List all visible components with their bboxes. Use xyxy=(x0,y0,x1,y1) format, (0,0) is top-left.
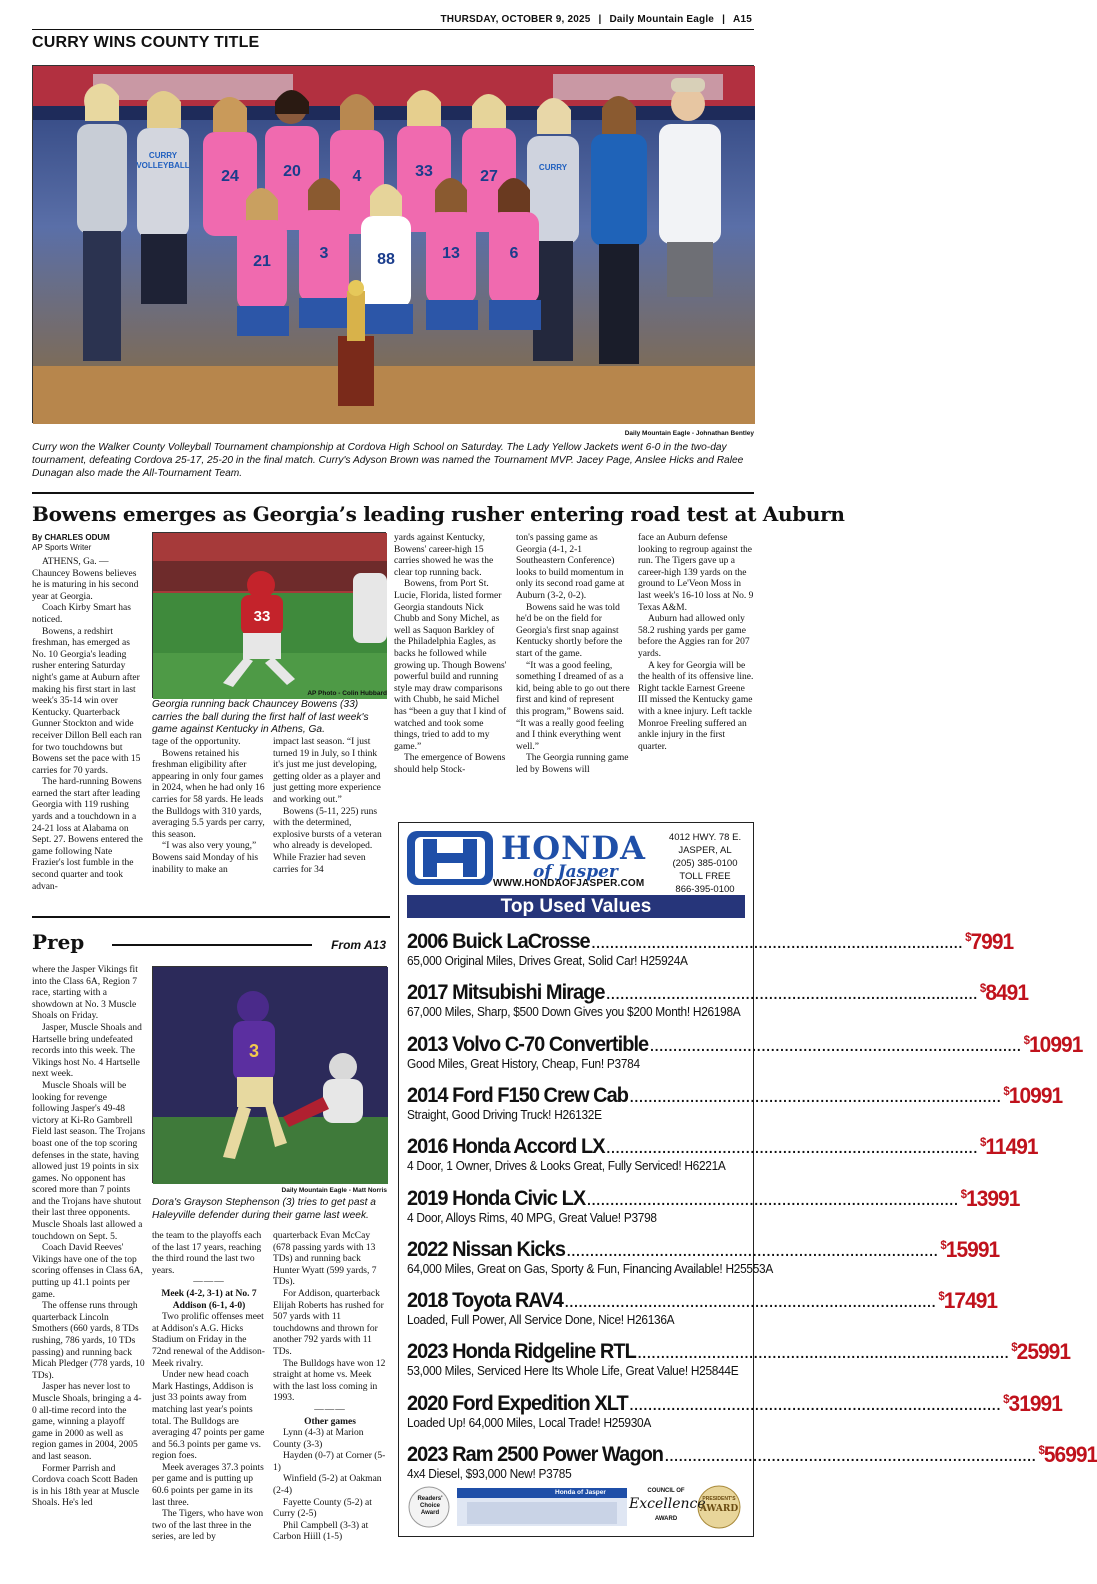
leader-dots: ................................................................................ xyxy=(664,1448,1037,1464)
paragraph: Under new head coach Mark Hastings, Addison is just 33 points away from matching last year's points total. The Bulldogs are averaging 47 points per game and 56.3 points per game vs. region foes. xyxy=(152,1370,265,1462)
car-description: 65,000 Original Miles, Drives Great, Solid Car! H25924A xyxy=(407,954,688,968)
game-listing: Lynn (4-3) at Marion County (3-3) xyxy=(273,1428,364,1450)
prep-title-rule xyxy=(112,944,312,946)
car-description: Straight, Good Driving Truck! H26132E xyxy=(407,1107,602,1122)
honda-advertisement xyxy=(398,822,1097,1537)
phone-number: (205) 385-0100 xyxy=(672,858,738,869)
honda-h-icon xyxy=(405,829,495,887)
prep-photo-credit: Daily Mountain Eagle - Matt Norris xyxy=(281,1187,387,1194)
dealer-contact xyxy=(663,831,747,896)
currency-symbol: $ xyxy=(1011,1340,1017,1355)
shirt-text: CURRY xyxy=(148,151,178,160)
car-description: 4x4 Diesel, $93,000 New! P3785 xyxy=(407,1467,572,1481)
prep-photo-caption: Dora's Grayson Stephenson (3) tries to get past a Haleyville defender during their game last week. xyxy=(152,1197,376,1221)
car-name: 2023 Ram 2500 Power Wagon xyxy=(407,1443,664,1466)
paragraph: The Tigers, who have won two of the last three in the series, are led by xyxy=(152,1509,264,1543)
leader-dots: ................................................................................ xyxy=(591,935,964,951)
car-name: 2013 Volvo C-70 Convertible xyxy=(407,1032,649,1056)
car-description: 4 Door, 1 Owner, Drives & Looks Great, Fully Serviced! H6221A xyxy=(407,1159,726,1174)
bowens-jersey-number: 33 xyxy=(253,608,271,625)
car-name: 2023 Honda Ridgeline RTL xyxy=(407,1340,636,1364)
excellence-label: Excellence xyxy=(629,1496,706,1512)
bowens-column-5 xyxy=(516,533,630,821)
leader-dots: ................................................................................ xyxy=(564,1294,937,1311)
prep-photo xyxy=(152,966,387,1183)
price-amount: 15991 xyxy=(945,1236,1000,1262)
car-title-line xyxy=(407,925,1014,954)
honda-dealer-name: of Jasper xyxy=(533,862,618,882)
storefront-sign: Honda of Jasper xyxy=(555,1489,606,1496)
jersey-number: 33 xyxy=(415,163,433,180)
jersey-number: 6 xyxy=(509,245,519,262)
paragraph: Bowens (5-11, 225) runs with the determined, explosive bursts of a veteran who already is developed. While Frazier had seven carries for 34 xyxy=(273,806,382,875)
issue-date: THURSDAY, OCTOBER 9, 2025 xyxy=(440,14,591,25)
car-title-line xyxy=(407,1130,1038,1160)
prep-photo-illustration xyxy=(153,967,388,1184)
currency-symbol: $ xyxy=(1023,1032,1029,1047)
car-name: 2019 Honda Civic LX xyxy=(407,1186,586,1210)
header-rule xyxy=(32,29,754,30)
currency-symbol: $ xyxy=(960,1186,967,1201)
shirt-text: CURRY xyxy=(538,163,568,172)
leader-dots: ................................................................................ xyxy=(637,1345,1010,1362)
jersey-number: 21 xyxy=(253,253,271,270)
paragraph: Muscle Shoals will be looking for revenge following Jasper's 49-48 victory at Ki-Ro Gambrell Field last season. The Trojans boast one of the top scoring defenses in the state, having allowed just 19 points in six games. No opponent has scored more than 7 points and the Trojans have shutout their last three opponents. Muscle Shoals last allowed a touchdown on Sept. 5. xyxy=(32,1080,146,1242)
paragraph: ATHENS, Ga. — Chauncey Bowens believes he is maturing in his second year at Georgia. xyxy=(32,557,139,602)
car-listing[interactable] xyxy=(407,1438,1097,1482)
excellence-award-label: AWARD xyxy=(654,1516,678,1522)
paragraph: The hard-running Bowens earned the start after leading Georgia with 119 rushing yards and a touchdown in a 24-21 loss at Alabama on Sept. 27. Bowens entered the game following Nate Frazier's lost fumble in the second quarter and took advan- xyxy=(32,777,143,892)
readers-choice-label: Readers' Choice Award xyxy=(417,1496,443,1516)
currency-symbol: $ xyxy=(938,1289,944,1304)
bowens-column-4 xyxy=(394,533,508,821)
paragraph: the team to the playoffs each of the last 17 years, reaching the third round the last two years. xyxy=(152,1231,262,1276)
car-title-line xyxy=(407,1438,1097,1467)
page-header: THURSDAY, OCTOBER 9, 2025 | Daily Mountain Eagle | A15 xyxy=(440,14,752,25)
leader-dots: ................................................................................ xyxy=(650,1037,1022,1054)
prep-column-2 xyxy=(152,1231,266,1541)
paragraph: Bowens said he was told he'd be on the field for Georgia's first snap against Kentucky shortly before the start of the game. xyxy=(516,602,623,659)
currency-symbol: $ xyxy=(940,1237,946,1252)
volleyball-team-photo xyxy=(32,65,754,423)
subhead: Meek (4-2, 3-1) at No. 7 Addison (6-1, 4-0) xyxy=(161,1288,257,1311)
top-used-values-banner: Top Used Values xyxy=(407,895,745,918)
shirt-text: VOLLEYBALL xyxy=(136,161,190,170)
car-price xyxy=(1024,1028,1083,1057)
team-photo-illustration xyxy=(33,66,755,424)
paragraph: Meek averages 37.3 points per game and is putting up 60.6 points per game in its last three. xyxy=(152,1462,264,1508)
toll-free-label: TOLL FREE xyxy=(679,871,731,882)
car-price xyxy=(1003,1079,1062,1108)
game-listing: Fayette County (5-2) at Curry (2-5) xyxy=(273,1497,372,1520)
paragraph: The offense runs through quarterback Lincoln Smothers (660 yards, 8 TDs rushing, 786 yards, 10 TDs passing) and running back Micah Pledger (778 yards, 10 TDs). xyxy=(32,1301,145,1381)
paragraph: Auburn had allowed only 58.2 rushing yards per game before the Aggies ran for 207 yards. xyxy=(638,614,750,659)
leader-dots: ................................................................................ xyxy=(629,1088,1002,1105)
presidents-label: PRESIDENT'S xyxy=(702,1496,736,1502)
car-listing[interactable] xyxy=(407,976,1029,1020)
leader-dots: ................................................................................ xyxy=(566,1242,939,1259)
car-name: 2022 Nissan Kicks xyxy=(407,1237,565,1261)
car-description: 53,000 Miles, Serviced Here Its Whole Life, Great Value! H25844E xyxy=(407,1364,739,1379)
price-amount: 31991 xyxy=(1008,1390,1062,1416)
leader-dots: ................................................................................ xyxy=(587,1191,959,1208)
bowens-column-6 xyxy=(638,533,754,821)
bowens-photo xyxy=(152,532,386,698)
paragraph: The Bulldogs have won 12 straight at home vs. Meek with the last loss coming in 1993. xyxy=(273,1358,386,1404)
paragraph: Former Parrish and Cordova coach Scott Baden is in his 18th year at Muscle Shoals. He's led xyxy=(32,1463,140,1509)
jersey-number: 20 xyxy=(283,163,301,180)
car-description: Good Miles, Great History, Cheap, Fun! P3784 xyxy=(407,1056,640,1071)
jersey-number: 13 xyxy=(442,245,460,262)
paragraph: Two prolific offenses meet at Addison's A.G. Hicks Stadium on Friday in the 72nd renewal of the Addison-Meek rivalry. xyxy=(152,1312,265,1369)
paragraph: yards against Kentucky, Bowens' career-high 15 carries showed he was the clear top running back. xyxy=(394,533,494,578)
bowens-photo-caption: Georgia running back Chauncey Bowens (33) carries the ball during the first half of last week's game against Kentucky in Athens, Ga. xyxy=(152,699,369,736)
paragraph: where the Jasper Vikings fit into the Class 6A, Region 7 race, starting with a showdown at No. 3 Muscle Shoals on Friday. xyxy=(32,965,138,1022)
car-price xyxy=(940,1233,999,1262)
leader-dots: ................................................................................ xyxy=(606,1140,979,1157)
car-listing[interactable] xyxy=(407,1028,1083,1072)
awards-strip xyxy=(407,1484,745,1530)
car-price xyxy=(961,1182,1020,1211)
price-amount: 8491 xyxy=(985,980,1029,1006)
byline: By CHARLES ODUM xyxy=(32,533,110,542)
game-listing: Hayden (0-7) at Corner (5-1) xyxy=(273,1451,386,1473)
car-name: 2017 Mitsubishi Mirage xyxy=(407,981,605,1005)
car-price xyxy=(965,925,1013,954)
car-title-line xyxy=(407,1079,1063,1108)
car-listing[interactable] xyxy=(407,1182,1020,1226)
car-description: 64,000 Miles, Great on Gas, Sporty & Fun, Financing Available! H25553A xyxy=(407,1261,774,1276)
price-amount: 11491 xyxy=(985,1134,1038,1160)
paper-name: Daily Mountain Eagle xyxy=(609,14,715,25)
paragraph: ton's passing game as Georgia (4-1, 2-1 Southeastern Conference) looks to build momentum in only its second road game at Auburn (3-2, 0-2). xyxy=(516,533,625,601)
car-name: 2014 Ford F150 Crew Cab xyxy=(407,1083,628,1107)
car-listing[interactable] xyxy=(407,1079,1063,1123)
paragraph: The Georgia running game led by Bowens will xyxy=(516,753,629,775)
paragraph: Bowens, from Port St. Lucie, Florida, listed former Georgia standouts Nick Chubb and Sony Michel, as well as Saquon Barkley of the Philadelphia Eagles, as backs he followed while growing up. Though Bowens' powerful build and running style may draw comparisons with Chubb, he said Michel has “been a guy that I kind of watched and took some things, tried to add to my game.” xyxy=(394,579,507,752)
dealer-url[interactable]: WWW.HONDAOFJASPER.COM xyxy=(493,878,645,889)
price-amount: 10991 xyxy=(1028,1031,1083,1057)
prep-jump-from: From A13 xyxy=(331,938,386,952)
divider: ——— xyxy=(193,1277,225,1288)
car-name: 2018 Toyota RAV4 xyxy=(407,1289,563,1313)
toll-free-number: 866-395-0100 xyxy=(675,884,735,895)
game-listing: Winfield (5-2) at Oakman (2-4) xyxy=(273,1474,382,1497)
car-listing[interactable] xyxy=(407,1335,1071,1379)
paragraph: quarterback Evan McCay (678 passing yards with 13 TDs) and running back Hunter Wyatt (599 yards, 7 TDs). xyxy=(273,1231,377,1288)
car-title-line xyxy=(407,976,1029,1006)
council-label: COUNCIL OF xyxy=(647,1488,685,1494)
car-price xyxy=(980,1130,1038,1159)
price-amount: 7991 xyxy=(970,929,1014,954)
bowens-column-2 xyxy=(152,737,266,907)
jersey-number: 4 xyxy=(352,168,362,185)
prep-jersey-number: 3 xyxy=(248,1041,260,1061)
leader-dots: ................................................................................ xyxy=(606,986,979,1003)
car-listing[interactable] xyxy=(407,1284,998,1328)
car-title-line xyxy=(407,1233,1000,1262)
car-description: 4 Door, Alloys Rims, 40 MPG, Great Value! P3798 xyxy=(407,1210,657,1225)
car-name: 2020 Ford Expedition XLT xyxy=(407,1391,628,1415)
paragraph: Coach Kirby Smart has noticed. xyxy=(32,603,131,625)
car-name: 2006 Buick LaCrosse xyxy=(407,930,590,953)
team-photo-caption: Curry won the Walker County Volleyball Tournament championship at Cordova High School on Saturday. The Lady Yellow Jackets went 6-0 in the two-day tournament, defeating Cordova 25-17, 25-20 in the final match. Curry's Adyson Brown was named the Tournament MVP. Jacey Page, Anslee Hicks and Ralee Dunagan also made the All-Tournament Team. xyxy=(32,442,744,479)
car-name: 2016 Honda Accord LX xyxy=(407,1135,605,1159)
byline-role: AP Sports Writer xyxy=(32,543,92,552)
currency-symbol: $ xyxy=(1038,1443,1044,1457)
bowens-headline: Bowens emerges as Georgia’s leading rusher entering road test at Auburn xyxy=(32,502,845,526)
price-amount: 10991 xyxy=(1008,1082,1063,1108)
bowens-photo-credit: AP Photo - Colin Hubbard xyxy=(307,690,387,697)
jersey-number: 27 xyxy=(480,168,498,185)
currency-symbol: $ xyxy=(979,1135,986,1150)
car-listing[interactable] xyxy=(407,1233,1000,1277)
currency-symbol: $ xyxy=(979,981,986,996)
car-listing[interactable] xyxy=(407,1130,1038,1174)
paragraph: “I was also very young,” Bowens said Monday of his inability to make an xyxy=(152,841,259,875)
bowens-column-3 xyxy=(273,737,387,907)
car-price xyxy=(1003,1387,1062,1416)
car-description: Loaded, Full Power, All Service Done, Nice! H26136A xyxy=(407,1313,675,1328)
paragraph: The emergence of Bowens should help Stock- xyxy=(394,753,506,775)
leader-dots: ................................................................................ xyxy=(629,1396,1002,1413)
team-photo-credit: Daily Mountain Eagle - Johnathan Bentley xyxy=(624,430,754,437)
divider: ——— xyxy=(314,1404,346,1415)
paragraph: impact last season. “I just turned 19 in July, so I think it's just me just developing, getting older as a player and just getting more experience and working out.” xyxy=(273,737,381,805)
car-description: 67,000 Miles, Sharp, $500 Down Gives you $200 Month! H26198A xyxy=(407,1005,741,1020)
car-description: Loaded Up! 64,000 Miles, Local Trade! H25930A xyxy=(407,1415,651,1430)
car-listing[interactable] xyxy=(407,925,1014,969)
prep-top-rule xyxy=(32,916,390,918)
car-price xyxy=(938,1284,997,1313)
jersey-number: 24 xyxy=(221,168,239,185)
paragraph: A key for Georgia will be the health of its offensive line. Right tackle Earnest Greene III missed the Kentucky game with a knee injury. Left tackle Monroe Freeling suffered an ankle injury in the first quarter. xyxy=(638,660,754,752)
paragraph: Bowens, a redshirt freshman, has emerged as No. 10 Georgia's leading rusher entering Saturday night's game at Auburn after making his first start in last week's 35-14 win over Kentucky. Quarterback Gunner Stockton and wide receiver Dillon Bell each ran for two touchdowns but Bowens set the pace with 15 carries for 70 yards. xyxy=(32,626,142,776)
price-amount: 56991 xyxy=(1043,1442,1097,1467)
presidents-award-label: AWARD xyxy=(699,1504,739,1514)
paragraph: Jasper has never lost to Muscle Shoals, bringing a 4-0 all-time record into the game, winning a playoff game in 2000 as well as region games in 2004, 2005 and last season. xyxy=(32,1382,142,1462)
section-rule xyxy=(32,492,754,494)
bowens-photo-illustration xyxy=(153,533,387,699)
paragraph: Coach David Reeves' Vikings have one of the top scoring offenses in Class 6A, putting up 41.1 points per game. xyxy=(32,1243,143,1300)
jersey-number: 88 xyxy=(377,251,395,268)
car-title-line xyxy=(407,1182,1020,1211)
car-price xyxy=(980,976,1028,1005)
address-line: JASPER, AL xyxy=(678,845,732,856)
car-title-line xyxy=(407,1284,998,1314)
jersey-number: 3 xyxy=(319,245,329,262)
car-price xyxy=(1011,1335,1070,1364)
paragraph: tage of the opportunity. xyxy=(152,737,241,747)
car-listing[interactable] xyxy=(407,1387,1062,1431)
top-story-kicker: CURRY WINS COUNTY TITLE xyxy=(32,34,260,51)
paragraph: “It was a good feeling, something I dreamed of as a kid, being able to go out there first and kind of represent this program,” Bowens said. “It was a really good feeling and I think everything went well.” xyxy=(516,660,630,752)
prep-column-3 xyxy=(273,1231,387,1541)
currency-symbol: $ xyxy=(1003,1391,1009,1406)
paragraph: Bowens retained his freshman eligibility after appearing in only four games in 2024, when he had only 16 carries for 58 yards. He leads the Bulldogs with 310 yards, averaging 5.5 yards per carry, this season. xyxy=(152,748,265,840)
address-line: 4012 HWY. 78 E. xyxy=(668,832,742,843)
page-number: A15 xyxy=(733,14,752,25)
bowens-column-1 xyxy=(32,557,144,907)
price-amount: 25991 xyxy=(1016,1339,1071,1365)
paragraph: face an Auburn defense looking to regroup against the run. The Tigers gave up a career-high 139 yards on the ground to Le'Veon Moss in last week's 16-10 loss at No. 9 Texas A&M. xyxy=(638,533,754,613)
subhead: Other games xyxy=(304,1416,356,1427)
paragraph: Jasper, Muscle Shoals and Hartselle bring undefeated records into this week. The Vikings host No. 4 Hartselle next week. xyxy=(32,1022,142,1080)
car-title-line xyxy=(407,1387,1062,1416)
car-title-line xyxy=(407,1335,1071,1365)
honda-wordmark: HONDA xyxy=(501,829,646,867)
price-amount: 17491 xyxy=(943,1288,998,1314)
prep-section-title: Prep xyxy=(32,930,85,954)
car-price xyxy=(1038,1438,1097,1467)
paragraph: For Addison, quarterback Elijah Roberts has rushed for 507 yards with 11 touchdowns and thrown for another 792 yards with 11 TDs. xyxy=(273,1288,384,1357)
game-listing: Phil Campbell (3-3) at Carbon Hiill (1-5) xyxy=(273,1520,369,1543)
price-amount: 13991 xyxy=(966,1185,1020,1211)
currency-symbol: $ xyxy=(965,930,971,944)
currency-symbol: $ xyxy=(1003,1083,1009,1098)
car-title-line xyxy=(407,1028,1083,1057)
prep-column-1 xyxy=(32,965,146,1543)
